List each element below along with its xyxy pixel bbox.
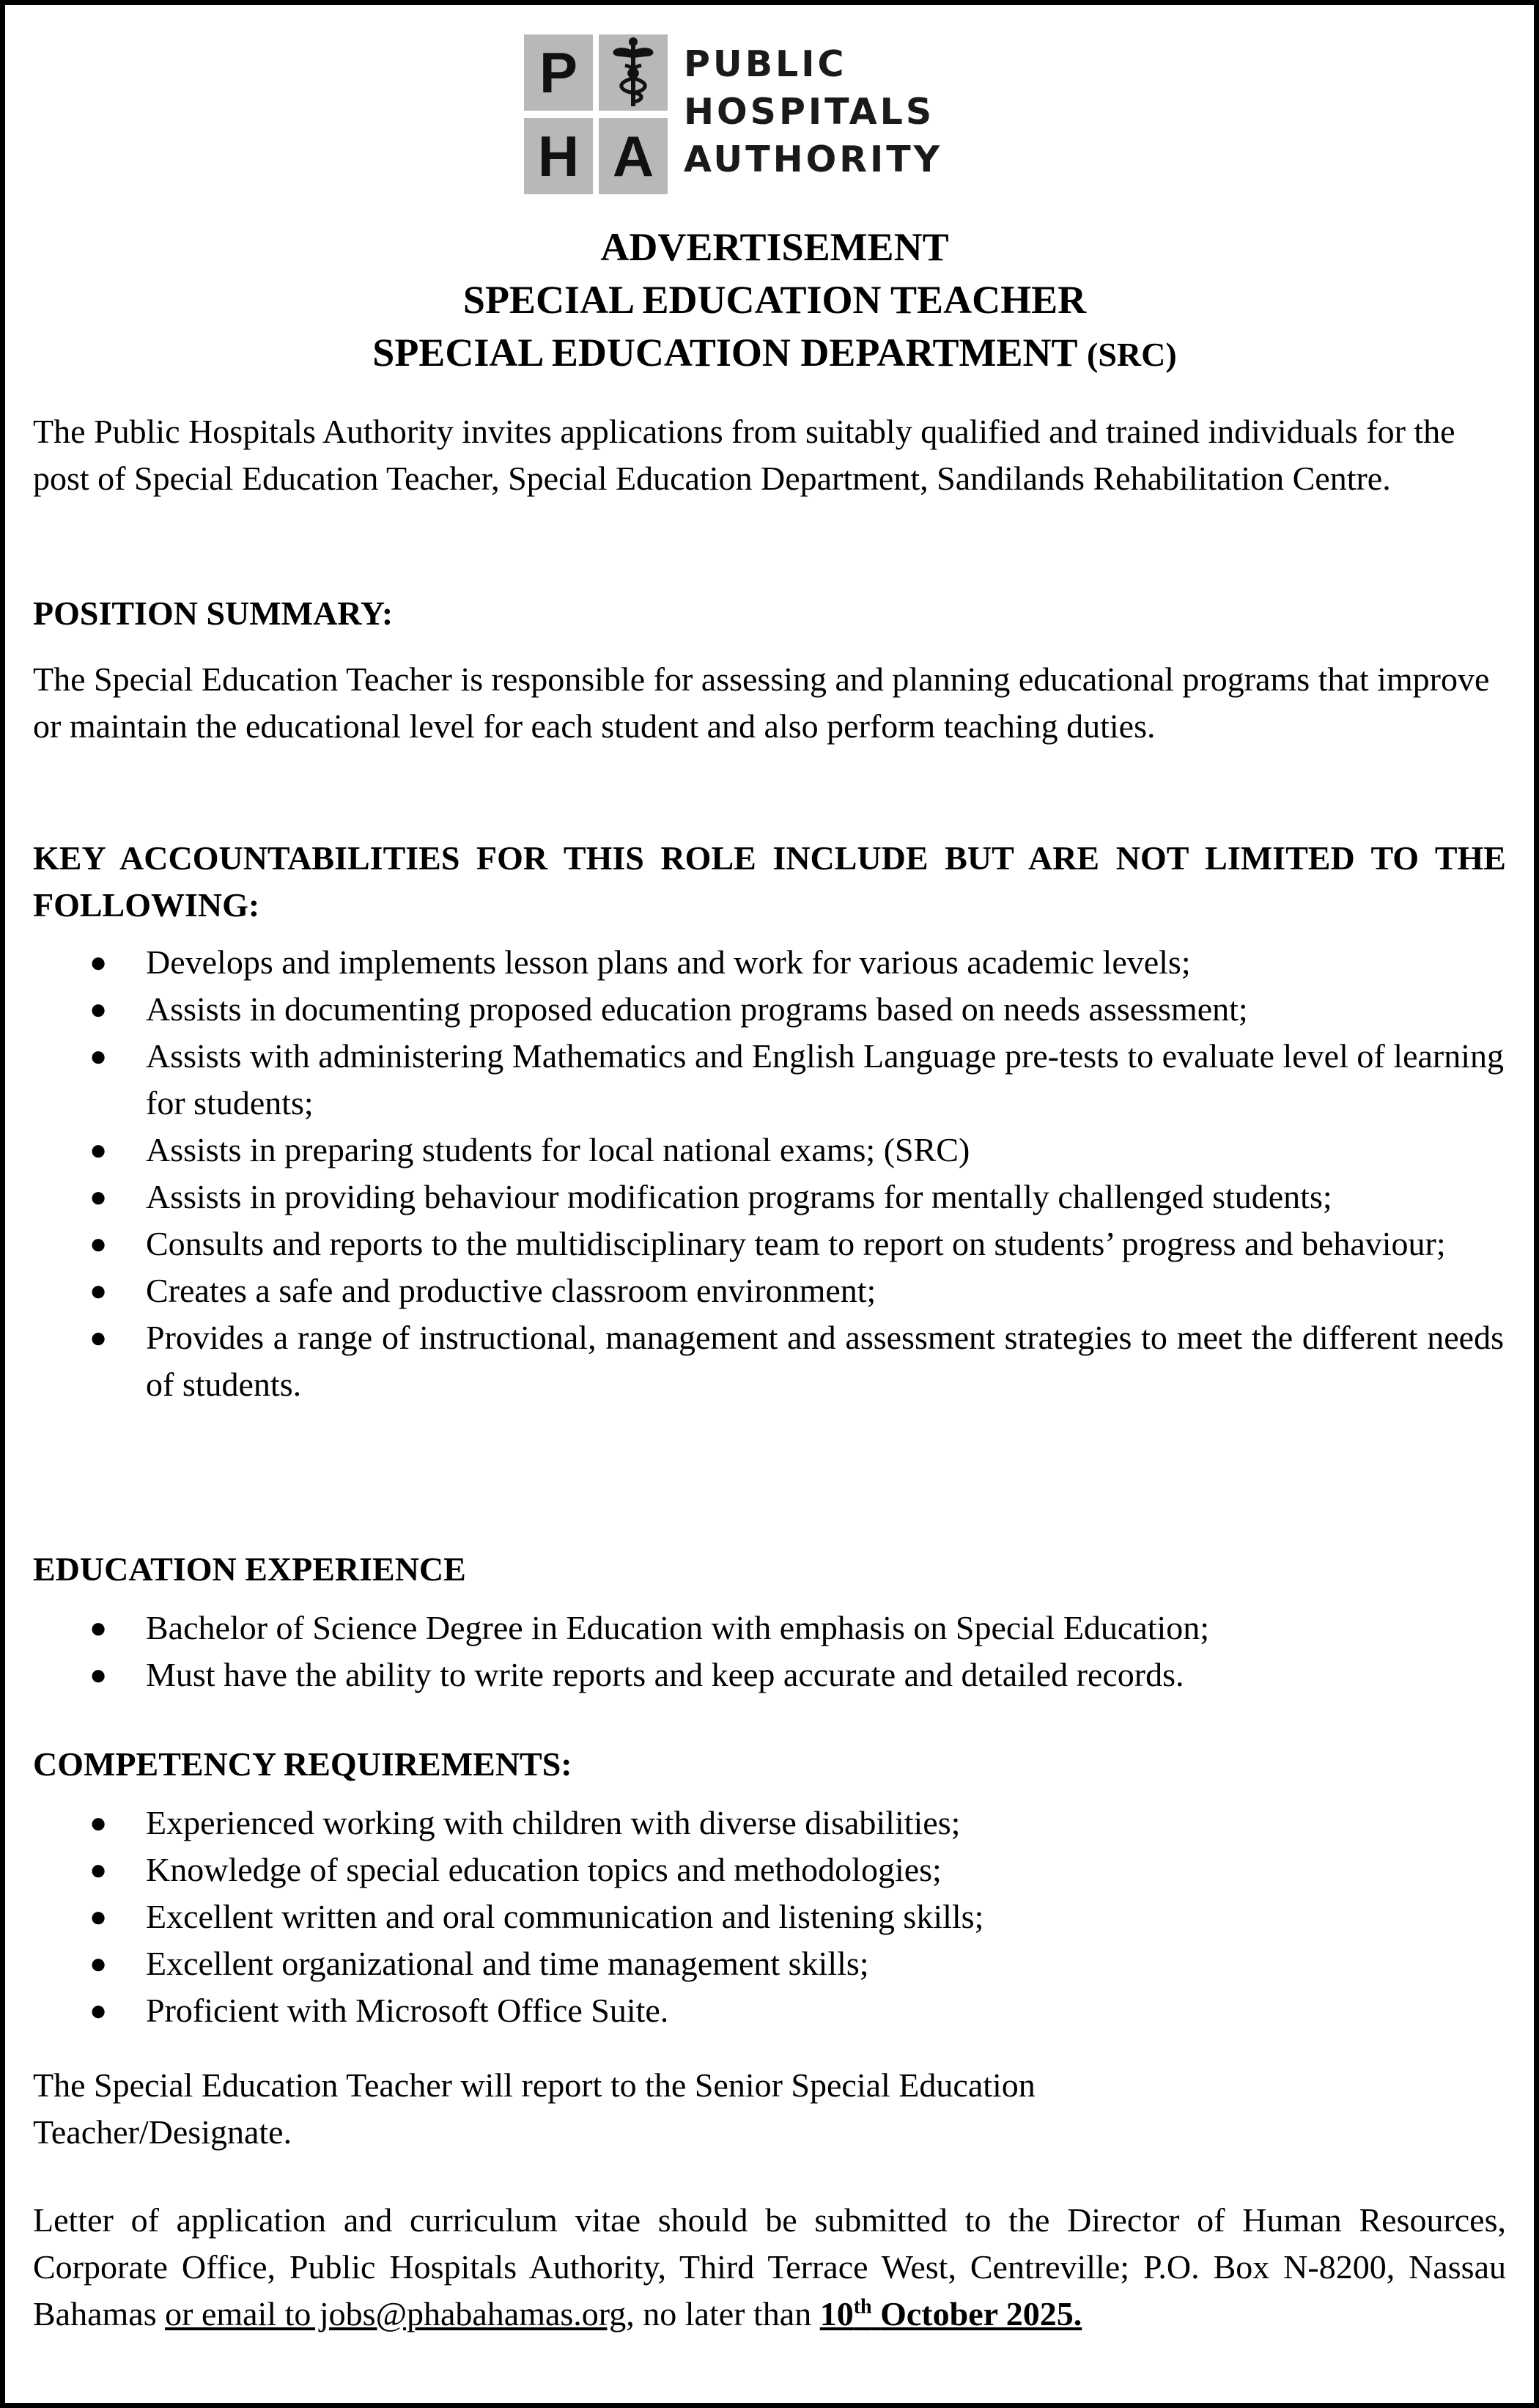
logo-grid (524, 34, 668, 194)
department-name: SPECIAL EDUCATION DEPARTMENT (372, 331, 1077, 375)
bullet-icon: ● (89, 1806, 108, 1839)
competency-heading: COMPETENCY REQUIREMENTS: (33, 1745, 572, 1783)
bullet-icon: ● (89, 1900, 108, 1933)
key-accountabilities-list (5, 939, 1504, 1408)
bullet-icon: ● (89, 946, 108, 979)
logo-word-authority: AUTHORITY (684, 139, 943, 180)
caduceus-icon (599, 34, 668, 111)
bullet-icon: ● (89, 1994, 108, 2027)
position-summary-heading: POSITION SUMMARY: (33, 594, 394, 632)
list-item: ● Develops and implements lesson plans and work for various academic levels; (5, 939, 1504, 986)
logo-letter-p: P (524, 34, 593, 111)
bullet-icon: ● (89, 1853, 108, 1886)
list-item: ● Excellent written and oral communication and listening skills; (5, 1893, 1504, 1940)
heading-department (5, 326, 1539, 381)
bullet-icon: ● (89, 1133, 108, 1166)
list-item: ● Assists in preparing students for local national exams; (SRC) (5, 1127, 1504, 1174)
logo-letter-a: A (599, 118, 668, 194)
list-item: ● Proficient with Microsoft Office Suite. (5, 1987, 1504, 2034)
bullet-icon: ● (89, 1039, 108, 1072)
list-item: ● Excellent organizational and time management skills; (5, 1940, 1504, 1987)
deadline-prefix: , no later than (626, 2295, 812, 2332)
bullet-icon: ● (89, 1947, 108, 1980)
intro-paragraph: The Public Hospitals Authority invites applications from suitably qualified and trained individuals for the post of Special Education Teacher, Special Education Department, Sandilands Rehabilitation Centre. (33, 413, 1455, 497)
reporting-paragraph: The Special Education Teacher will report to the Senior Special Education Teacher/Designate. (33, 2066, 1036, 2151)
email-link[interactable]: or email to jobs@phabahamas.org (165, 2295, 627, 2332)
list-item: ● Assists in documenting proposed education programs based on needs assessment; (5, 986, 1504, 1033)
application-text: Letter of application and curriculum vitae should be submitted to the Director of Human Resources, Corporate Office, Public Hospitals Authority, Third Terrace West, Centreville; P.O. Box N-8200, Nassau Bahamas (33, 2201, 1506, 2332)
list-item: ● Assists in providing behaviour modification programs for mentally challenged students; (5, 1174, 1504, 1220)
competency-list (5, 1800, 1504, 2034)
application-paragraph (33, 2197, 1506, 2338)
list-item: ● Consults and reports to the multidisciplinary team to report on students’ progress and behaviour; (5, 1220, 1504, 1267)
bullet-icon: ● (89, 993, 108, 1026)
logo-wordmark (684, 40, 942, 183)
department-code: (SRC) (1087, 336, 1177, 373)
education-heading: EDUCATION EXPERIENCE (33, 1550, 466, 1588)
bullet-icon: ● (89, 1274, 108, 1307)
deadline-date: 10th October 2025. (819, 2295, 1082, 2332)
logo-word-hospitals: HOSPITALS (684, 91, 935, 133)
list-item: ● Provides a range of instructional, management and assessment strategies to meet the different needs of students. (5, 1314, 1504, 1408)
bullet-icon: ● (89, 1658, 108, 1691)
heading-job-title: SPECIAL EDUCATION TEACHER (462, 278, 1087, 322)
list-item: ● Bachelor of Science Degree in Education with emphasis on Special Education; (5, 1605, 1504, 1652)
education-list (5, 1605, 1504, 1698)
heading-advertisement: ADVERTISEMENT (600, 225, 949, 269)
key-accountabilities-heading: KEY ACCOUNTABILITIES FOR THIS ROLE INCLUDE BUT ARE NOT LIMITED TO THE FOLLOWING: (33, 839, 1506, 924)
bullet-icon: ● (89, 1321, 108, 1354)
list-item: ● Must have the ability to write reports and keep accurate and detailed records. (5, 1652, 1504, 1698)
bullet-icon: ● (89, 1180, 108, 1213)
logo-letter-h: H (524, 118, 593, 194)
position-summary-text: The Special Education Teacher is responsible for assessing and planning educational programs that improve or maintain the educational level for each student and also perform teaching duties. (33, 660, 1490, 745)
list-item: ● Knowledge of special education topics and methodologies; (5, 1846, 1504, 1893)
logo-word-public: PUBLIC (684, 43, 847, 85)
bullet-icon: ● (89, 1227, 108, 1260)
bullet-icon: ● (89, 1611, 108, 1644)
list-item: ● Experienced working with children with diverse disabilities; (5, 1800, 1504, 1846)
list-item: ● Assists with administering Mathematics and English Language pre-tests to evaluate level of learning for students; (5, 1033, 1504, 1127)
list-item: ● Creates a safe and productive classroom environment; (5, 1267, 1504, 1314)
